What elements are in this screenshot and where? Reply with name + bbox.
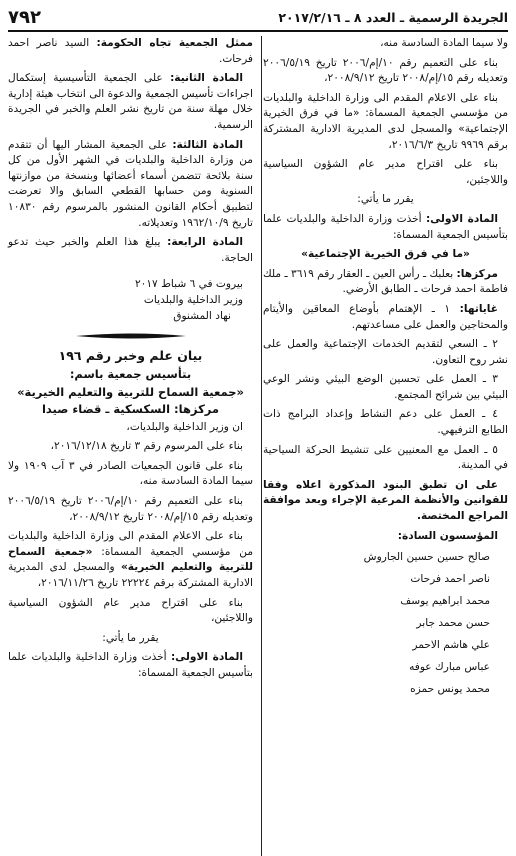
article-label: المادة الرابعة: bbox=[167, 236, 243, 249]
goals-label: غاياتها: bbox=[459, 302, 498, 315]
association-name: «ما في فرق الخيرية الإجتماعية» bbox=[301, 248, 470, 261]
text-paragraph: بناء على قانون الجمعيات الصادر في ٣ آب ١٩٠٩ ولا سيما المادة السادسة منه، bbox=[8, 459, 253, 488]
signature-place-date: بيروت في ٦ شباط ٢٠١٧ bbox=[134, 278, 243, 291]
column-divider bbox=[261, 36, 262, 856]
article-text: أخذت وزارة الداخلية والبلديات علما بتأسيس الجمعية المسماة: bbox=[8, 651, 253, 679]
header-rule bbox=[8, 30, 508, 32]
association-hq bbox=[263, 267, 508, 298]
goals-item: ٥ ـ العمل مع المعنيين على تنشيط الحركة السياحية في المدينة. bbox=[263, 443, 508, 472]
article-one bbox=[8, 650, 253, 681]
right-column bbox=[263, 36, 508, 704]
two-column-body bbox=[8, 36, 508, 704]
text-paragraph bbox=[8, 529, 253, 591]
left-column bbox=[8, 36, 253, 704]
hq-label: مركزها: bbox=[456, 267, 498, 280]
text-paragraph: بناء على اقتراح مدير عام الشؤون السياسية واللاجئين، bbox=[8, 596, 253, 625]
article-label: المادة الاولى: bbox=[425, 212, 498, 225]
rep-label: ممثل الجمعية تجاه الحكومة: bbox=[96, 37, 253, 49]
running-title: الجريدة الرسمية ـ العدد ٨ ـ ٢٠١٧/٢/١٦ bbox=[278, 9, 508, 25]
article-two bbox=[8, 71, 253, 133]
founder-name: صالح حسين حسين الجاروش bbox=[363, 551, 490, 564]
goals-item: ٣ ـ العمل على تحسين الوضع البيئي ونشر الوعي البيئي بين شرائح المجتمع. bbox=[263, 373, 508, 401]
text-paragraph: بناء على المرسوم رقم ٣ تاريخ ٢٠١٦/١٢/١٨، bbox=[50, 440, 243, 453]
section-divider bbox=[8, 332, 253, 340]
founder-name: ناصر احمد فرحات bbox=[410, 573, 490, 586]
ornament-divider-icon bbox=[76, 332, 186, 340]
government-representative bbox=[8, 36, 253, 67]
article-text: يبلغ هذا العلم والخبر حيث تدعو الحاجة. bbox=[8, 236, 253, 264]
signature-title: وزير الداخلية والبلديات bbox=[143, 294, 243, 307]
decision-heading: يقرر ما يأتي: bbox=[357, 193, 414, 206]
condition-paragraph: على ان تطبق البنود المذكورة اعلاه وفقا للقوانين والأنظمة المرعية الإجراء وبعد موافقة المراجع المختصة. bbox=[263, 478, 508, 523]
goals-text: ١ ـ الإهتمام بأوضاع المعاقين والأيتام والمحتاجين والعمل على مساعدتهم. bbox=[263, 302, 508, 331]
founder-name: علي هاشم الاحمر bbox=[412, 639, 490, 652]
rep-name: السيد ناصر احمد فرحات. bbox=[8, 37, 253, 65]
notice-title: بيان علم وخبر رقم ١٩٦ bbox=[58, 348, 203, 364]
notice-subtitle: بتأسيس جمعية باسم: bbox=[69, 366, 192, 381]
goals-item: ٤ ـ العمل على دعم النشاط وإعداد البرامج ذات الطابع الترفيهي. bbox=[263, 408, 508, 437]
text-paragraph: بناء على التعميم رقم ١٠/إم/٢٠٠٦ تاريخ ٢٠٠٦/٥/١٩ وتعديله رقم ١٥/إم/٢٠٠٨ تاريخ ٢٠٠٨/٩/١٢، bbox=[263, 56, 508, 85]
text-paragraph: ان وزير الداخلية والبلديات، bbox=[126, 420, 243, 433]
article-four bbox=[8, 235, 253, 266]
goals-item: ٢ ـ السعي لتقديم الخدمات الإجتماعية والعمل على نشر روح التعاون. bbox=[263, 338, 508, 366]
page-number: ٧٩٢ bbox=[8, 6, 41, 28]
signature-name: نهاد المشنوق bbox=[173, 310, 231, 323]
notice-headquarters: مركزها: السكسكية ـ قضاء صيدا bbox=[41, 402, 220, 417]
page-header bbox=[8, 6, 508, 28]
article-label: المادة الاولى: bbox=[170, 651, 243, 664]
article-three bbox=[8, 138, 253, 232]
article-label: المادة الثالثة: bbox=[172, 138, 243, 151]
article-text: أخذت وزارة الداخلية والبلديات علما بتأسيس الجمعية المسماة: bbox=[263, 212, 508, 241]
decision-heading: يقرر ما يأتي: bbox=[102, 631, 159, 644]
article-label: المادة الثانية: bbox=[170, 72, 243, 85]
article-text: على الجمعية المشار اليها أن تتقدم من وزارة الداخلية والبلديات في الشهر الأول من كل سنة بلائحة تتضمن أسماء أعضائها وبنسخة من موازنتها السنوية ومن حسابها القطعي السابق والا تعرضت لتطبيق أحكام القانون المنشور بالمرسوم رقم ١٠٨٣٠ تاريخ ١٩٦٢/١٠/٩ وتعديلاته. bbox=[8, 138, 253, 229]
founder-name: محمد ابراهيم يوسف bbox=[400, 595, 490, 608]
article-text: على الجمعية التأسيسية إستكمال اجراءات تأسيس الجمعية والدعوة الى انتخاب هيئة إدارية خلال مهلة سنة من تاريخ نشر العلم والخبر في الجريدة الرسمية. bbox=[8, 72, 253, 131]
text-paragraph: ولا سيما المادة السادسة منه، bbox=[380, 37, 508, 49]
article-one bbox=[263, 212, 508, 243]
founder-name: عباس مبارك عوفه bbox=[409, 661, 490, 674]
founders-label: المؤسسون السادة: bbox=[397, 529, 498, 542]
text-run: بناء على الاعلام المقدم الى وزارة الداخلية والبلديات من مؤسسي الجمعية المسماة: bbox=[8, 530, 253, 558]
goals-item bbox=[263, 302, 508, 333]
founder-name: محمد يونس حمزه bbox=[410, 683, 490, 696]
founders-list bbox=[263, 550, 508, 696]
hq-text: بعلبك ـ رأس العين ـ العقار رقم ٣٦١٩ ـ ملك فاطمة احمد فرحات ـ الطابق الأرضي. bbox=[263, 267, 508, 296]
association-name-inline: «جمعية السماح للتربية والتعليم الخيرية» bbox=[8, 545, 253, 574]
text-paragraph: بناء على التعميم رقم ١٠/إم/٢٠٠٦ تاريخ ٢٠٠٦/٥/١٩ وتعديله رقم ١٥/إم/٢٠٠٨ تاريخ ٢٠٠٨/٩/١٢، bbox=[8, 495, 253, 523]
notice-association-name: «جمعية السماح للتربية والتعليم الخيرية» bbox=[17, 384, 244, 399]
founder-name: حسن محمد جابر bbox=[416, 617, 490, 630]
text-run: والمسجل لدى المديرية الادارية المشتركة برقم ٢٢٢٢٤ تاريخ ٢٠١٦/١١/٢٦، bbox=[8, 561, 253, 590]
text-paragraph: بناء على الاعلام المقدم الى وزارة الداخلية والبلديات من مؤسسي الجمعية المسماة: «ما في فرق الخيرية الإجتماعية» والمسجل لدى المديرية الادارية المشتركة برقم ٩٩٦٩ تاريخ ٢٠١٦/٦/٣، bbox=[263, 91, 508, 151]
text-paragraph: بناء على اقتراح مدير عام الشؤون السياسية واللاجئين، bbox=[263, 158, 508, 186]
